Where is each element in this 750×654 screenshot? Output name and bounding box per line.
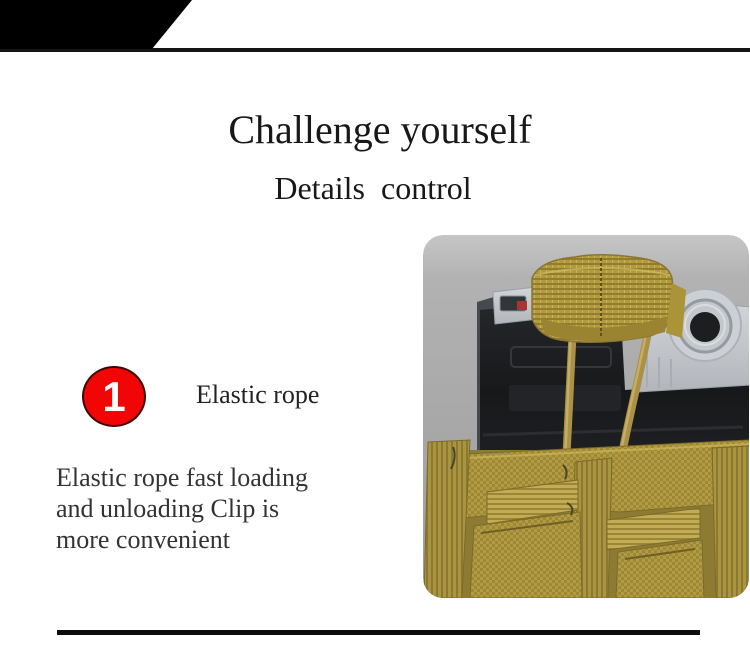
page-subtitle: Details control — [274, 170, 472, 206]
bottom-divider-bar — [57, 630, 700, 635]
feature-description-line: and unloading Clip is — [56, 494, 280, 523]
feature-description — [56, 462, 308, 555]
details-banner — [0, 0, 192, 49]
product-photo-illustration — [423, 235, 749, 598]
callout-number-badge — [82, 366, 146, 427]
webbing-strap-loop — [532, 255, 686, 343]
product-photo — [423, 235, 749, 598]
callout-label: Elastic rope — [196, 380, 320, 409]
feature-description-line: Elastic rope fast loading — [56, 463, 308, 492]
pouch — [424, 440, 749, 598]
page-title: Challenge yourself — [228, 107, 532, 152]
feature-description-line: more convenient — [56, 525, 230, 554]
callout-number: 1 — [102, 372, 126, 420]
